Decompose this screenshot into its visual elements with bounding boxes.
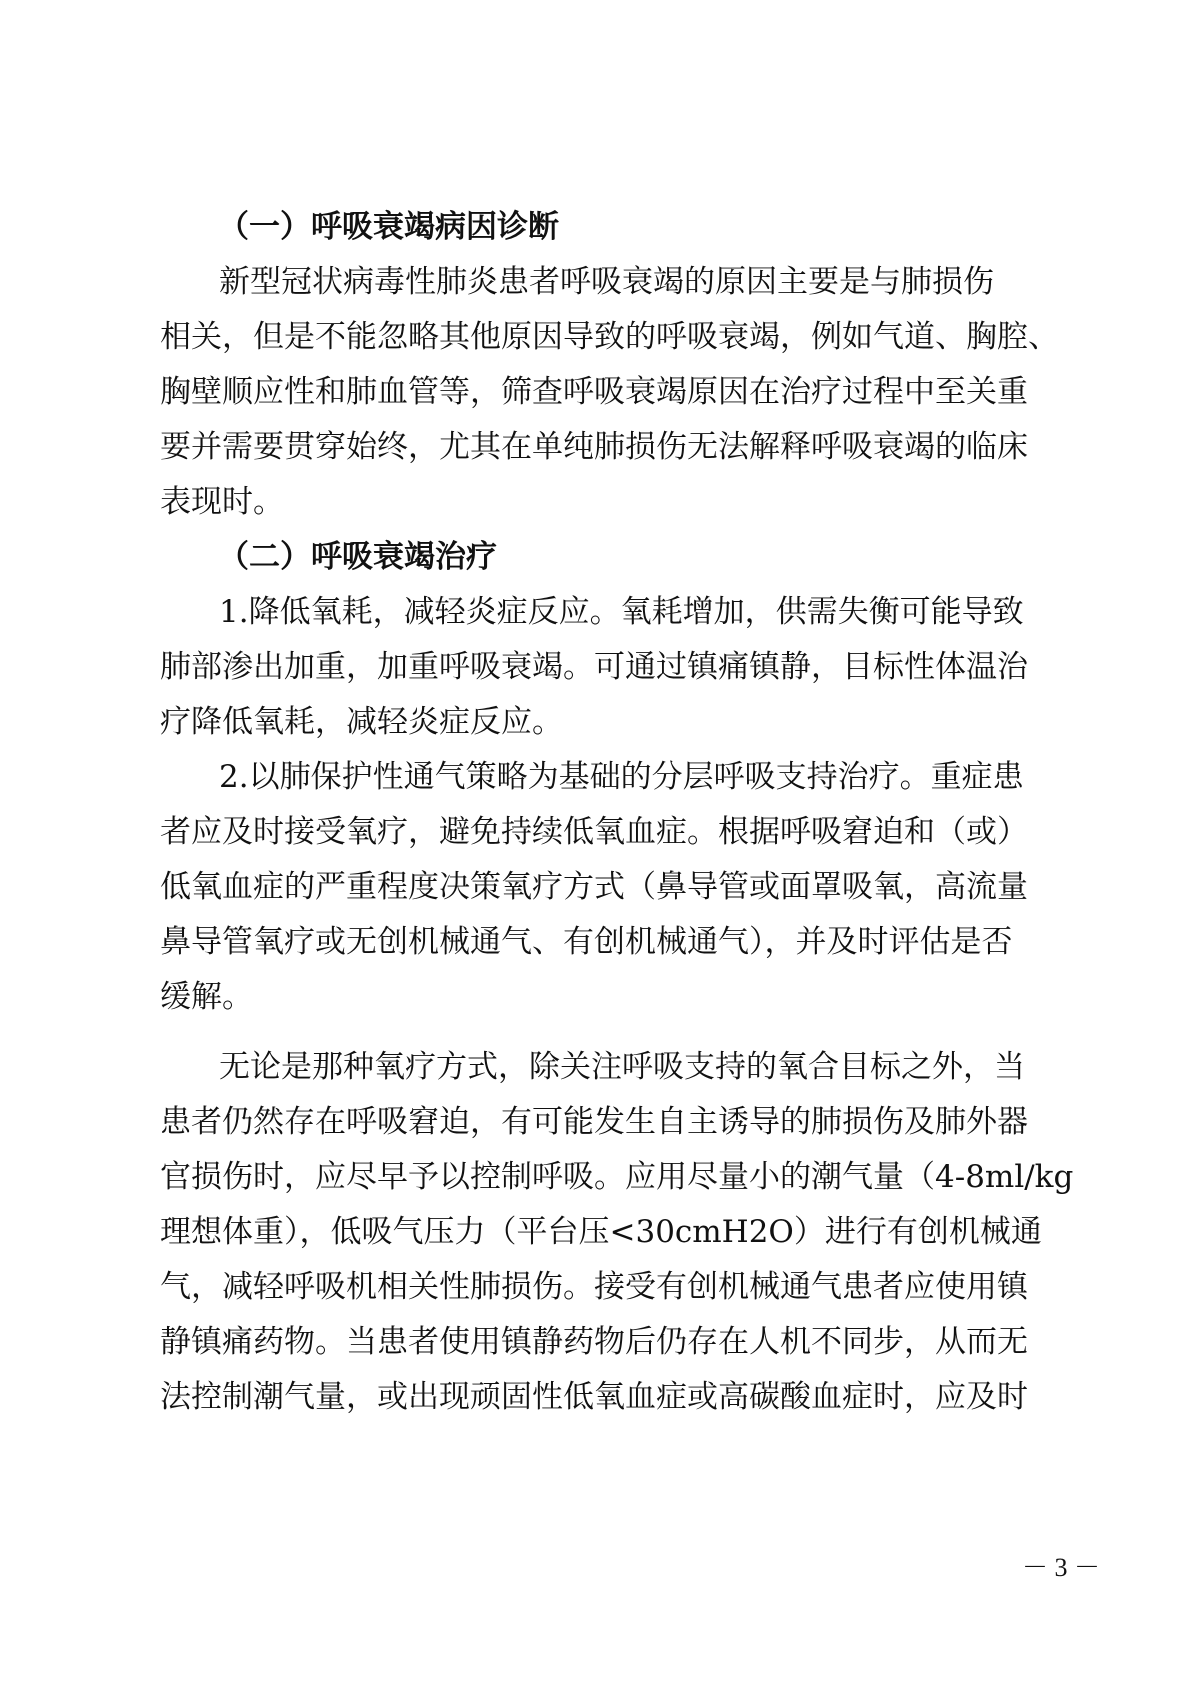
paragraph-text: 静镇痛药物。当患者使用镇静药物后仍存在人机不同步，从而无 xyxy=(160,1324,1028,1360)
section-heading-text: （一）呼吸衰竭病因诊断 xyxy=(218,209,559,245)
paragraph-text: 疗降低氧耗，减轻炎症反应。 xyxy=(160,704,563,740)
paragraph-text: 要并需要贯穿始终，尤其在单纯肺损伤无法解释呼吸衰竭的临床 xyxy=(160,429,1028,465)
section-heading-text: （二）呼吸衰竭治疗 xyxy=(218,539,497,575)
paragraph-text: 低氧血症的严重程度决策氧疗方式（鼻导管或面罩吸氧，高流量 xyxy=(160,869,1028,905)
page-number: － 3 － xyxy=(1021,1553,1100,1582)
paragraph-text: 胸壁顺应性和肺血管等，筛查呼吸衰竭原因在治疗过程中至关重 xyxy=(160,374,1028,410)
paragraph-text: 鼻导管氧疗或无创机械通气、有创机械通气），并及时评估是否 xyxy=(160,924,1013,960)
paragraph-text: 新型冠状病毒性肺炎患者呼吸衰竭的原因主要是与肺损伤 xyxy=(219,264,994,300)
paragraph-text: 官损伤时，应尽早予以控制呼吸。应用尽量小的潮气量（4-8ml/kg xyxy=(160,1159,1074,1195)
paragraph-text: 理想体重），低吸气压力（平台压<30cmH2O）进行有创机械通 xyxy=(160,1214,1042,1250)
paragraph-text: 相关，但是不能忽略其他原因导致的呼吸衰竭，例如气道、胸腔、 xyxy=(160,319,1059,355)
paragraph-text: 患者仍然存在呼吸窘迫，有可能发生自主诱导的肺损伤及肺外器 xyxy=(160,1104,1028,1140)
paragraph-text: 缓解。 xyxy=(160,979,253,1015)
paragraph-text: 肺部渗出加重，加重呼吸衰竭。可通过镇痛镇静，目标性体温治 xyxy=(160,649,1028,685)
paragraph-text: 气，减轻呼吸机相关性肺损伤。接受有创机械通气患者应使用镇 xyxy=(160,1269,1028,1305)
paragraph-text: 1.降低氧耗，减轻炎症反应。氧耗增加，供需失衡可能导致 xyxy=(219,594,1024,630)
paragraph-text: 法控制潮气量，或出现顽固性低氧血症或高碳酸血症时，应及时 xyxy=(160,1379,1028,1415)
paragraph-text: 表现时。 xyxy=(160,484,284,520)
paragraph-text: 2.以肺保护性通气策略为基础的分层呼吸支持治疗。重症患 xyxy=(219,759,1024,795)
paragraph-text: 无论是那种氧疗方式，除关注呼吸支持的氧合目标之外，当 xyxy=(219,1049,1025,1085)
paragraph-text: 者应及时接受氧疗，避免持续低氧血症。根据呼吸窘迫和（或） xyxy=(160,814,1028,850)
